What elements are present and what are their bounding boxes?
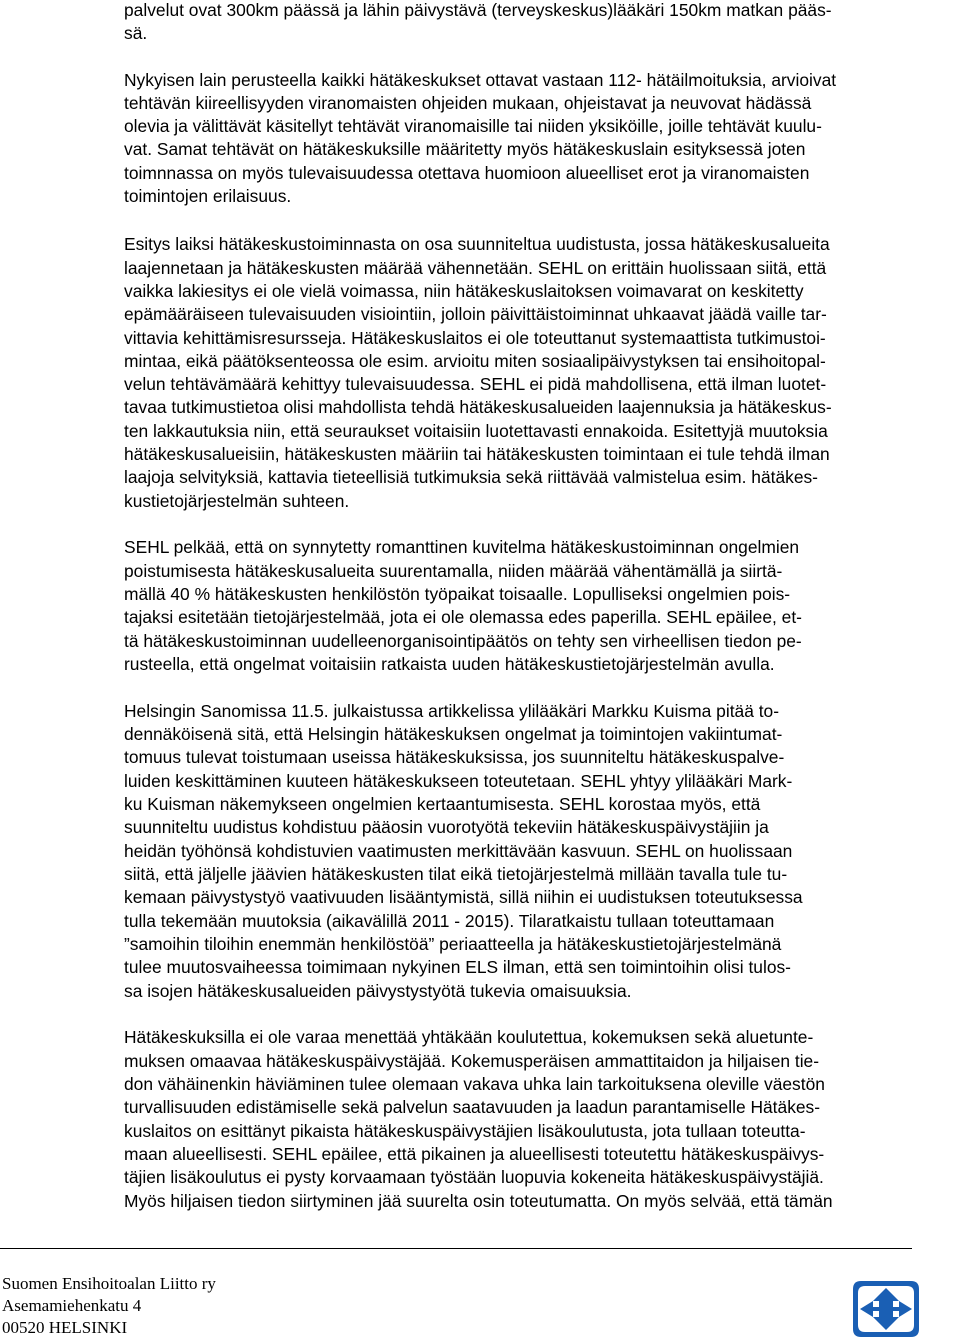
text-line: siitä, että jäljelle jäävien hätäkeskusten tilat eikä tietojärjestelmä millään tavalla tule tu-	[124, 864, 788, 884]
text-line: kustietojärjestelmän suhteen.	[124, 491, 350, 511]
text-line: rusteella, että ongelmat voitaisiin ratkaista uuden hätäkeskustietojärjestelmän avulla.	[124, 654, 775, 674]
footer-street: Asemamiehenkatu 4	[2, 1296, 142, 1315]
text-line: turvallisuuden edistämiselle sekä palvelun saatavuuden ja laadun parantamiselle Hätäkes-	[124, 1097, 821, 1117]
text-line: tulee muutosvaiheessa toimimaan nykyinen ELS ilman, että sen toimintoihin olisi tulos-	[124, 957, 791, 977]
text-line: tajaksi esitetään tietojärjestelmää, jota ei ole olemassa edes paperilla. SEHL epäilee, et-	[124, 607, 802, 627]
text-line: kemaan päivystystyö vaativuuden lisääntymistä, sillä niihin ei uudistuksen toteutuksessa	[124, 887, 803, 907]
arrow-cross-logo-icon	[851, 1279, 921, 1339]
text-line: Esitys laiksi hätäkeskustoiminnasta on osa suunniteltua uudistusta, jossa hätäkeskusalueita	[124, 234, 830, 254]
text-line: Nykyisen lain perusteella kaikki hätäkeskukset ottavat vastaan 112- hätäilmoituksia, arvioivat	[124, 70, 837, 90]
text-line: vaikka lakiesitys ei ole vielä voimassa, niin hätäkeskuslaitoksen voimavarat on keskitetty	[124, 281, 804, 301]
text-line: luiden keskittäminen kuuteen hätäkeskukseen toteutetaan. SEHL yhtyy ylilääkäri Mark-	[124, 771, 793, 791]
text-line: muksen omaavaa hätäkeskuspäivystäjää. Kokemusperäisen ammattitaidon ja hiljaisen tie-	[124, 1051, 820, 1071]
text-line: dennäköisenä sitä, että Helsingin hätäkeskuksen ongelmat ja toimintojen vakiintumat-	[124, 724, 783, 744]
text-line: heidän työhönsä kohdistuvien vaatimusten merkittävään kasvuun. SEHL on huolissaan	[124, 841, 793, 861]
text-line: palvelut ovat 300km päässä ja lähin päivystävä (terveyskeskus)lääkäri 150km matkan pääs-	[124, 0, 832, 20]
text-line: laajennetaan ja hätäkeskusten määrää vähennetään. SEHL on erittäin huolissaan siitä, että	[124, 258, 827, 278]
text-line: toimintojen erilaisuus.	[124, 186, 292, 206]
text-line: Helsingin Sanomissa 11.5. julkaistussa artikkelissa ylilääkäri Markku Kuisma pitää to-	[124, 701, 779, 721]
text-line: tavaa tutkimustietoa olisi mahdollista tehdä hätäkeskusalueiden laajennuksia ja hätäkeskus-	[124, 397, 832, 417]
text-line: laajoja selvityksiä, kattavia tieteellisiä tutkimuksia sekä riittävää valmistelua esim. hätäkes-	[124, 467, 818, 487]
text-line: maan alueellisesti. SEHL epäilee, että pikainen ja alueellisesti toteutettu hätäkeskuspäivys-	[124, 1144, 825, 1164]
text-line: tomuus tulevat toistumaan useissa hätäkeskuksissa, jos suunniteltu hätäkeskuspalve-	[124, 747, 785, 767]
text-line: Myös hiljaisen tiedon siirtyminen jää suurelta osin toteutumatta. On myös selvää, että tämän	[124, 1191, 833, 1211]
text-line: vat. Samat tehtävät on hätäkeskuksille määritetty myös hätäkeskuslain esityksessä joten	[124, 139, 806, 159]
text-line: tulla tekemään muutoksia (aikavälillä 2011 - 2015). Tilaratkaistu tullaan toteuttamaan	[124, 911, 775, 931]
text-line: ”samoihin tiloihin enemmän henkilöstöä” periaatteella ja hätäkeskustietojärjestelmänä	[124, 934, 782, 954]
text-line: kuslaitos on esittänyt pikaista hätäkeskuspäivystäjien lisäkoulutusta, jota tullaan toteutta-	[124, 1121, 806, 1141]
text-line: täjien lisäkoulutus ei pysty korvaamaan työstään luopuvia kokeneita hätäkeskuspäivystäjiä.	[124, 1167, 824, 1187]
text-line: mintaa, eikä päätöksenteossa ole esim. arvioitu miten sosiaalipäivystyksen tai ensihoitopal-	[124, 351, 826, 371]
text-line: tehtävän kiireellisyyden viranomaisten ohjeiden mukaan, ohjeistavat ja neuvovat hädässä	[124, 93, 812, 113]
text-line: olevia ja välittävät käsitellyt tehtävät viranomaisille tai niiden yksiköille, joille tehtävät kuulu-	[124, 116, 822, 136]
text-line: vittavia kehittämisresursseja. Hätäkeskuslaitos ei ole toteuttanut systemaattista tutkimustoi-	[124, 328, 826, 348]
text-line: hätäkeskusalueisiin, hätäkeskusten määriin tai hätäkeskusten toimintaan ei tule tehdä ilman	[124, 444, 830, 464]
text-line: velun tehtävämäärä kehittyy tulevaisuudessa. SEHL ei pidä mahdollisena, että ilman luotet-	[124, 374, 827, 394]
footer-org-name: Suomen Ensihoitoalan Liitto ry	[2, 1274, 216, 1293]
text-line: ten lakkautuksia niin, että seuraukset voitaisiin luotettavasti ennakoida. Esitettyjä muutoksia	[124, 421, 828, 441]
text-line: epämääräiseen tulevaisuuden visiointiin, jolloin päivittäistoiminnat uhkaavat jäädä vaille tar-	[124, 304, 827, 324]
text-line: poistumisesta hätäkeskusalueita suurentamalla, niiden määrää vähentämällä ja siirtä-	[124, 561, 783, 581]
text-line: sa isojen hätäkeskusalueiden päivystystyötä tukevia omaisuuksia.	[124, 981, 632, 1001]
text-line: tä hätäkeskustoiminnan uudelleenorganisointipäätös on tehty sen virheellisen tiedon pe-	[124, 631, 802, 651]
footer-city: 00520 HELSINKI	[2, 1318, 128, 1337]
text-line: don vähäinenkin häviäminen tulee olemaan vakava uhka lain tarkoituksena oleville väestön	[124, 1074, 825, 1094]
text-line: mällä 40 % hätäkeskusten henkilöstön työpaikat toisaalle. Lopulliseksi ongelmien pois-	[124, 584, 791, 604]
text-line: suunniteltu uudistus kohdistuu pääosin vuorotyötä tekeviin hätäkeskuspäivystäjiin ja	[124, 817, 769, 837]
text-line: SEHL pelkää, että on synnytetty romanttinen kuvitelma hätäkeskustoiminnan ongelmien	[124, 537, 800, 557]
text-line: toimnnassa on myös tulevaisuudessa otettava huomioon alueelliset erot ja viranomaisten	[124, 163, 810, 183]
text-line: Hätäkeskuksilla ei ole varaa menettää yhtäkään koulutettua, kokemuksen sekä aluetunte-	[124, 1027, 814, 1047]
footer-rule	[0, 1248, 912, 1249]
text-line: ku Kuisman näkemykseen ongelmien kertaantumisesta. SEHL korostaa myös, että	[124, 794, 761, 814]
text-line: sä.	[124, 23, 148, 43]
